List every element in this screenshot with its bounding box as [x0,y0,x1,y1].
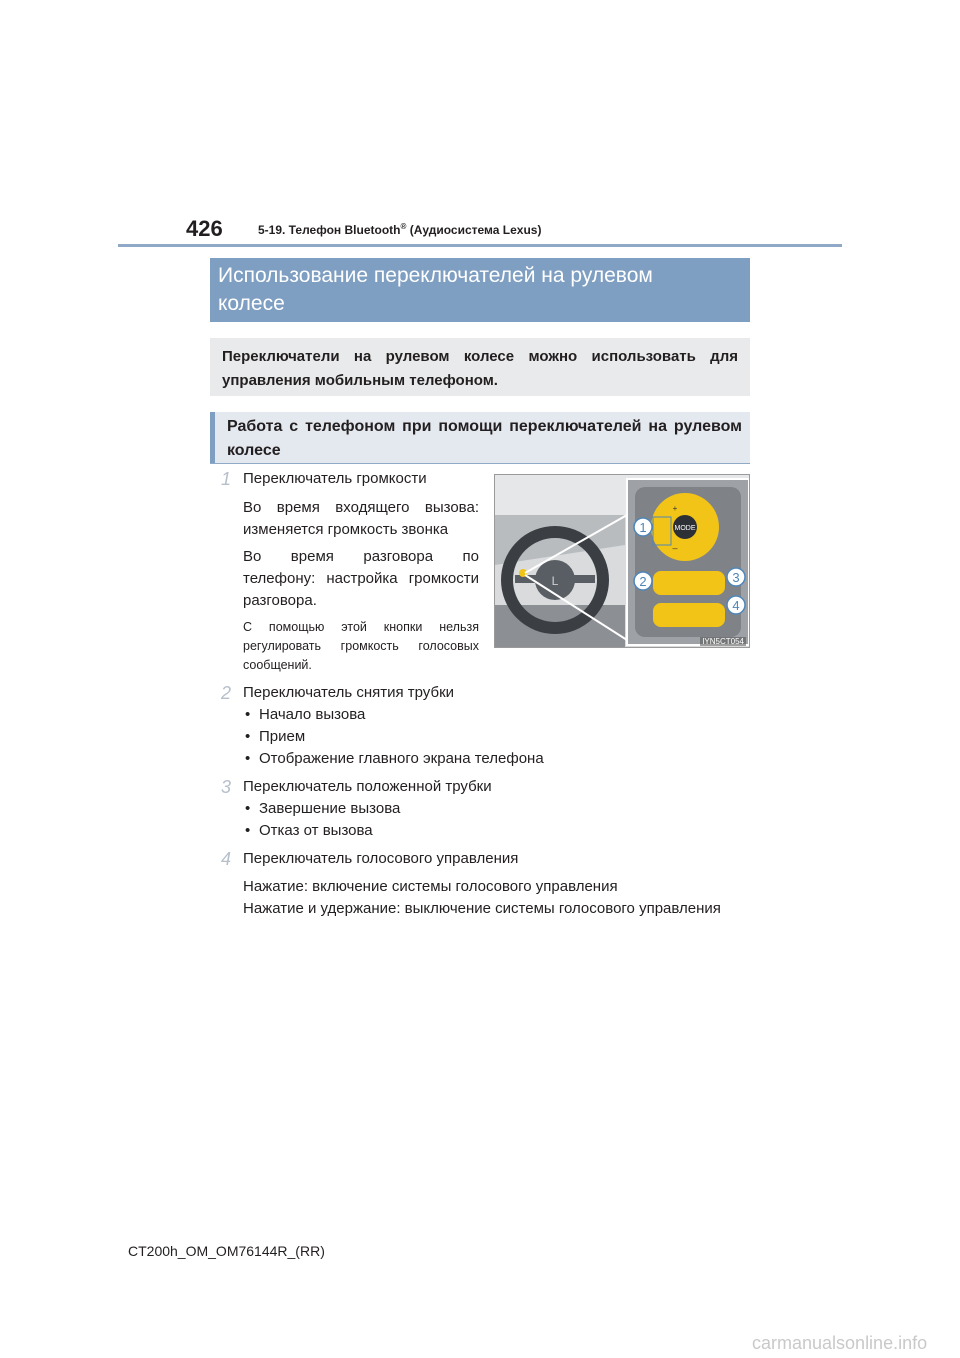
svg-text:1: 1 [639,520,647,535]
callout-2 [634,572,652,590]
page-number: 426 [186,216,223,241]
subsection-rule [210,463,750,464]
callout-4 [727,596,745,614]
svg-text:4: 4 [732,598,740,613]
item-number-3: 3 [220,777,231,797]
item-number-1: 1 [220,469,231,489]
section-header: 5-19. Телефон Bluetooth® (Аудиосистема Lexus) [258,222,542,237]
svg-text:–: – [672,543,678,553]
item-number-2: 2 [220,683,231,703]
page-title: Использование переключателей на рулевом колесе [210,258,750,322]
item-4-title: Переключатель голосового управления [243,850,519,867]
item-1-title: Переключатель громкости [243,470,427,487]
subsection-title: Работа с телефоном при помощи переключателей на рулевом колесе [210,412,750,464]
item-1-text-1: Во время входящего вызова: изменяется громкость звонка [243,499,479,538]
item-4-text-2: Нажатие и удержание: выключение системы голосового управления [243,900,721,917]
figure-code: IYN5CT054 [702,637,744,646]
item-2-bullet: • Начало вызова [245,706,366,723]
steering-wheel-figure [494,474,750,648]
svg-text:+: + [672,504,678,513]
svg-text:L: L [551,574,559,588]
callout-3 [727,568,745,586]
callout-1 [634,518,652,536]
item-1-text-2: Во время разговора по телефону: настройка громкости разговора. [243,548,479,609]
steering-wheel-illustration [495,475,750,648]
item-2-title: Переключатель снятия трубки [243,684,455,701]
item-2-bullet: • Прием [245,728,306,745]
document-footer: CT200h_OM_OM76144R_(RR) [128,1243,325,1259]
watermark: carmanualsonline.info [752,1333,928,1353]
svg-text:3: 3 [732,570,740,585]
item-2-bullet: • Отображение главного экрана телефона [245,750,544,767]
item-3-bullet: • Отказ от вызова [245,822,373,839]
mode-label: MODE [674,525,696,532]
item-number-4: 4 [220,849,231,869]
intro-box: Переключатели на рулевом колесе можно использовать для управления мобильным телефоном. [210,338,750,396]
header-rule [118,244,842,247]
item-3-bullet: • Завершение вызова [245,800,401,817]
svg-text:2: 2 [639,574,647,589]
item-1-note: С помощью этой кнопки нельзя регулировать громкость голосовых сообщений. [243,620,479,672]
item-3-title: Переключатель положенной трубки [243,778,492,795]
item-4-text-1: Нажатие: включение системы голосового управления [243,878,618,895]
